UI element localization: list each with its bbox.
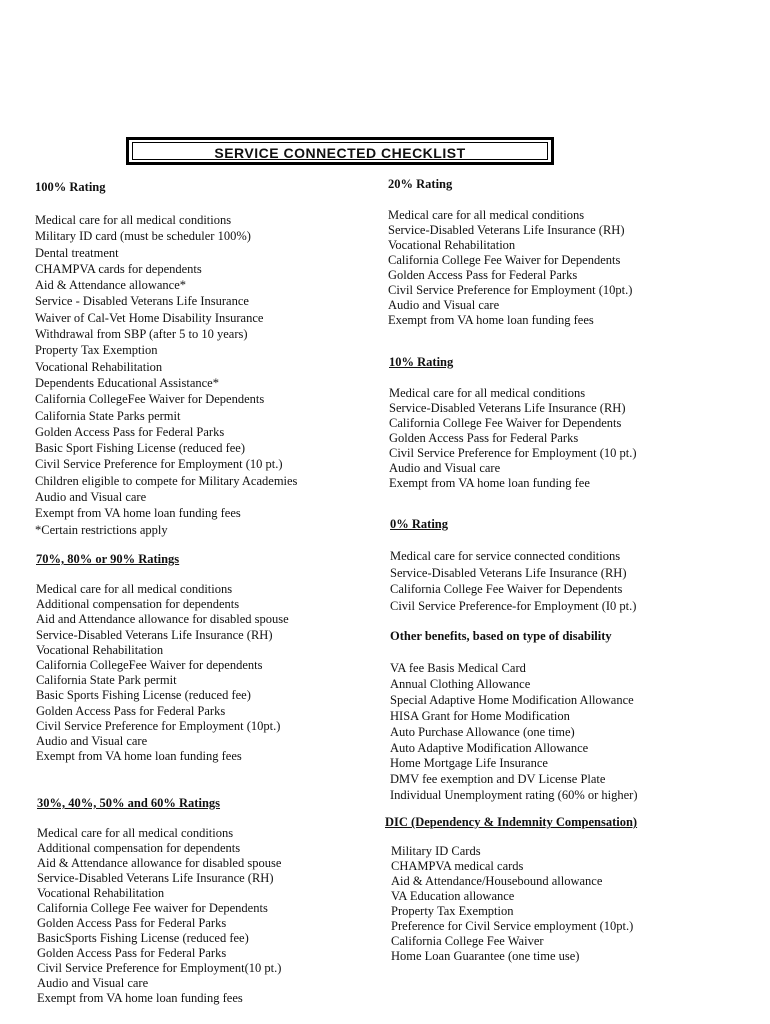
list-item: Golden Access Pass for Federal Parks bbox=[35, 424, 225, 439]
list-item: CHAMPVA cards for dependents bbox=[35, 261, 202, 276]
benefit-list bbox=[35, 212, 297, 538]
list-item: Vocational Rehabilitation bbox=[388, 238, 516, 252]
list-item: Civil Service Preference for Employment (10pt.) bbox=[388, 283, 633, 297]
list-item: Exempt from VA home loan funding fees bbox=[37, 991, 243, 1005]
list-item: California CollegeFee Waiver for dependents bbox=[36, 658, 263, 673]
list-item: HISA Grant for Home Modification bbox=[390, 708, 570, 723]
section-heading: 20% Rating bbox=[388, 177, 453, 191]
section-100-rating bbox=[35, 180, 297, 538]
list-item: Property Tax Exemption bbox=[35, 343, 158, 358]
list-item: Additional compensation for dependents bbox=[37, 841, 241, 855]
list-item: CHAMPVA medical cards bbox=[391, 859, 524, 873]
list-item: Audio and Visual care bbox=[36, 734, 148, 749]
list-item: Vocational Rehabilitation bbox=[37, 886, 165, 900]
list-item: Auto Purchase Allowance (one time) bbox=[390, 724, 575, 739]
list-item: Aid and Attendance allowance for disabled spouse bbox=[36, 612, 289, 627]
list-item: Vocational Rehabilitation bbox=[35, 359, 163, 374]
list-item: Civil Service Preference for Employment (10pt.) bbox=[36, 718, 281, 733]
list-item: Service-Disabled Veterans Life Insurance (RH) bbox=[36, 627, 273, 642]
list-item: Medical care for all medical conditions bbox=[389, 386, 586, 400]
section-heading: 0% Rating bbox=[390, 517, 448, 531]
list-item: VA Education allowance bbox=[391, 889, 515, 903]
list-item: Medical care for all medical conditions bbox=[388, 208, 585, 222]
list-item: Vocational Rehabilitation bbox=[36, 642, 164, 657]
list-item: Service-Disabled Veterans Life Insurance (RH) bbox=[389, 401, 626, 415]
section-heading: 70%, 80% or 90% Ratings bbox=[36, 552, 180, 566]
list-item: Medical care for all medical conditions bbox=[36, 582, 233, 596]
list-item: *Certain restrictions apply bbox=[35, 522, 168, 537]
list-item: Children eligible to compete for Military Academies bbox=[35, 473, 298, 488]
list-item: Property Tax Exemption bbox=[391, 904, 514, 918]
list-item: Civil Service Preference for Employment (10 pt.) bbox=[35, 457, 283, 472]
list-item: Home Loan Guarantee (one time use) bbox=[391, 949, 580, 963]
section-heading: Other benefits, based on type of disability bbox=[390, 629, 612, 643]
list-item: Exempt from VA home loan funding fees bbox=[388, 313, 594, 327]
list-item: Special Adaptive Home Modification Allowance bbox=[390, 692, 634, 707]
list-item: Preference for Civil Service employment (10pt.) bbox=[391, 919, 634, 933]
list-item: BasicSports Fishing License (reduced fee) bbox=[37, 931, 249, 945]
list-item: Medical care for all medical conditions bbox=[35, 213, 232, 227]
list-item: California College Fee waiver for Dependents bbox=[37, 901, 268, 915]
list-item: Aid & Attendance allowance for disabled spouse bbox=[37, 856, 282, 870]
list-item: Waiver of Cal-Vet Home Disability Insurance bbox=[35, 310, 264, 325]
benefit-list bbox=[388, 208, 632, 328]
list-item: Aid & Attendance/Housebound allowance bbox=[391, 874, 603, 888]
list-item: DMV fee exemption and DV License Plate bbox=[390, 772, 606, 787]
section-heading: 10% Rating bbox=[389, 355, 454, 369]
list-item: Civil Service Preference for Employment (10 pt.) bbox=[389, 446, 637, 460]
benefit-list bbox=[389, 386, 637, 491]
list-item: Civil Service Preference for Employment(10 pt.) bbox=[37, 961, 282, 975]
list-item: Service-Disabled Veterans Life Insurance (RH) bbox=[388, 223, 625, 237]
list-item: Service - Disabled Veterans Life Insurance bbox=[35, 294, 249, 309]
list-item: Basic Sports Fishing License (reduced fee) bbox=[36, 688, 251, 703]
list-item: Medical care for all medical conditions bbox=[37, 826, 234, 840]
section-heading: 30%, 40%, 50% and 60% Ratings bbox=[37, 796, 221, 810]
list-item: Individual Unemployment rating (60% or higher) bbox=[390, 788, 638, 803]
list-item: Civil Service Preference-for Employment (I0 pt.) bbox=[390, 598, 637, 613]
section-heading: DIC (Dependency & Indemnity Compensation) bbox=[385, 815, 638, 829]
list-item: Dependents Educational Assistance* bbox=[35, 375, 219, 390]
list-item: Home Mortgage Life Insurance bbox=[390, 756, 548, 771]
list-item: Golden Access Pass for Federal Parks bbox=[36, 703, 226, 718]
list-item: Audio and Visual care bbox=[37, 976, 149, 990]
section-0-rating bbox=[390, 517, 636, 614]
section-20-rating bbox=[388, 177, 632, 328]
list-item: Service-Disabled Veterans Life Insurance (RH) bbox=[390, 565, 627, 580]
benefit-list bbox=[391, 844, 637, 964]
list-item: California College Fee Waiver bbox=[391, 934, 544, 948]
list-item: Military ID Cards bbox=[391, 844, 481, 858]
title-box bbox=[126, 137, 554, 165]
list-item: California College Fee Waiver for Dependents bbox=[389, 416, 622, 430]
list-item: Dental treatment bbox=[35, 245, 119, 260]
benefit-list bbox=[390, 661, 638, 804]
list-item: Golden Access Pass for Federal Parks bbox=[389, 431, 579, 445]
list-item: Exempt from VA home loan funding fee bbox=[389, 476, 590, 490]
benefit-list bbox=[36, 582, 289, 764]
list-item: Medical care for service connected conditions bbox=[390, 549, 621, 563]
list-item: Audio and Visual care bbox=[35, 490, 147, 505]
list-item: Aid & Attendance allowance* bbox=[35, 278, 186, 293]
list-item: Withdrawal from SBP (after 5 to 10 years) bbox=[35, 327, 248, 342]
list-item: Exempt from VA home loan funding fees bbox=[36, 749, 242, 764]
section-other-benefits bbox=[390, 629, 638, 804]
section-dic bbox=[385, 815, 637, 964]
page-title: SERVICE CONNECTED CHECKLIST bbox=[214, 145, 466, 161]
list-item: Auto Adaptive Modification Allowance bbox=[390, 740, 589, 755]
list-item: California College Fee Waiver for Dependents bbox=[390, 582, 623, 596]
list-item: California State Park permit bbox=[36, 673, 177, 688]
list-item: Basic Sport Fishing License (reduced fee) bbox=[35, 441, 246, 456]
list-item: Annual Clothing Allowance bbox=[390, 676, 531, 691]
benefit-list bbox=[390, 548, 636, 614]
list-item: California College Fee Waiver for Dependents bbox=[388, 253, 621, 267]
list-item: Golden Access Pass for Federal Parks bbox=[37, 916, 227, 930]
list-item: Military ID card (must be scheduler 100%) bbox=[35, 229, 251, 244]
section-30-40-50-60-ratings bbox=[37, 796, 281, 1006]
list-item: California State Parks permit bbox=[35, 408, 181, 423]
section-10-rating bbox=[389, 355, 637, 491]
list-item: Audio and Visual care bbox=[388, 298, 500, 312]
list-item: Service-Disabled Veterans Life Insurance (RH) bbox=[37, 871, 274, 885]
list-item: VA fee Basis Medical Card bbox=[390, 661, 526, 675]
list-item: Golden Access Pass for Federal Parks bbox=[388, 268, 578, 282]
list-item: Golden Access Pass for Federal Parks bbox=[37, 946, 227, 960]
list-item: Additional compensation for dependents bbox=[36, 597, 240, 612]
list-item: Audio and Visual care bbox=[389, 461, 501, 475]
list-item: Exempt from VA home loan funding fees bbox=[35, 506, 241, 521]
list-item: California CollegeFee Waiver for Dependents bbox=[35, 392, 265, 407]
benefit-list bbox=[37, 826, 281, 1006]
section-70-80-90-ratings bbox=[36, 552, 289, 764]
section-heading: 100% Rating bbox=[35, 180, 106, 194]
